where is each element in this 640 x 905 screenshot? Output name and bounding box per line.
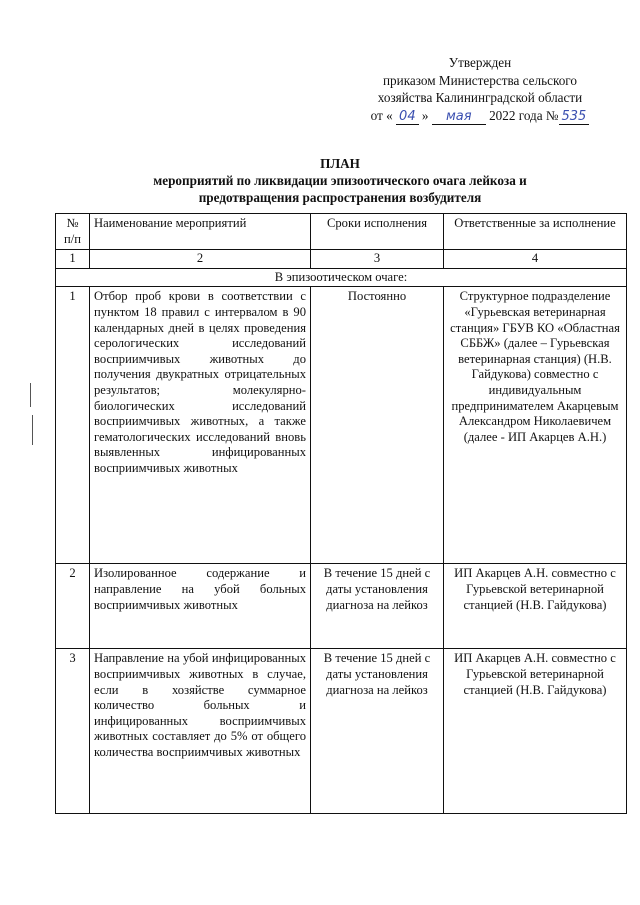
- document-title: [60, 155, 620, 206]
- table-row: [56, 564, 627, 649]
- date-prefix: от «: [370, 107, 393, 123]
- row-num: 2: [56, 564, 90, 649]
- date-day: 04: [396, 110, 419, 125]
- section-row: [56, 268, 627, 287]
- row-term: В течение 15 дней с даты установления диагноза на лейкоз: [311, 649, 444, 814]
- column-number-row: [56, 250, 627, 269]
- row-responsible: ИП Акарцев А.Н. совместно с Гурьевской ветеринарной станцией (Н.В. Гайдукова): [444, 564, 627, 649]
- row-responsible: ИП Акарцев А.Н. совместно с Гурьевской ветеринарной станцией (Н.В. Гайдукова): [444, 649, 627, 814]
- table-header-row: [56, 214, 627, 250]
- row-term: В течение 15 дней с даты установления диагноза на лейкоз: [311, 564, 444, 649]
- row-action: Изолированное содержание и направление на убой больных восприимчивых животных: [90, 564, 311, 649]
- row-term: Постоянно: [311, 287, 444, 564]
- margin-pen-mark: [32, 415, 33, 445]
- table-row: [56, 287, 627, 564]
- header-responsible: Ответственные за исполнение: [444, 214, 627, 250]
- approval-line-3: хозяйства Калининградской области: [377, 90, 583, 105]
- header-action: Наименование мероприятий: [90, 214, 311, 250]
- header-num: № п/п: [56, 214, 90, 250]
- row-num: 1: [56, 287, 90, 564]
- approval-date-line: [330, 107, 630, 125]
- plan-table: [55, 213, 627, 814]
- date-month: мая: [432, 110, 486, 125]
- approval-line-1: Утвержден: [448, 55, 512, 70]
- row-num: 3: [56, 649, 90, 814]
- row-action: Отбор проб крови в соответствии с пунктом 18 правил с интервалом в 90 календарных дней в целях проведения серологических исследований восприимчивых животных до получения двукратных отрицательных результатов; молекулярно-биологических исследований восприимчивых животных, а также гематологических исследований вновь выявленных инфицированных восприимчивых животных: [90, 287, 311, 564]
- column-number: 2: [90, 250, 311, 269]
- approval-line-2: приказом Министерства сельского: [383, 72, 577, 88]
- date-year: 2022 года №: [489, 107, 559, 123]
- order-number: 535: [559, 110, 590, 125]
- section-title: В эпизоотическом очаге:: [56, 268, 627, 287]
- title-line-2: предотвращения распространения возбудителя: [198, 190, 482, 205]
- column-number: 4: [444, 250, 627, 269]
- title-heading: ПЛАН: [320, 156, 360, 171]
- date-mid: »: [421, 107, 429, 123]
- row-action: Направление на убой инфицированных восприимчивых животных в случае, если в хозяйстве суммарное количество больных и инфицированных восприимчивых животных составляет до 5% от общего количества восприимчивых животных: [90, 649, 311, 814]
- row-responsible: Структурное подразделение «Гурьевская ветеринарная станция» ГБУВ КО «Областная СББЖ» (далее – Гурьевская ветеринарная станция) (Н.В. Гайдукова) совместно с индивидуальным предпринимателем Акарцевым Александром Николаевичем (далее - ИП Акарцев А.Н.): [444, 287, 627, 564]
- title-line-1: мероприятий по ликвидации эпизоотического очага лейкоза и: [153, 173, 527, 188]
- column-number: 3: [311, 250, 444, 269]
- table-row: [56, 649, 627, 814]
- column-number: 1: [56, 250, 90, 269]
- header-term: Сроки исполнения: [311, 214, 444, 250]
- margin-pen-mark: [30, 383, 31, 407]
- approval-block: [330, 54, 630, 125]
